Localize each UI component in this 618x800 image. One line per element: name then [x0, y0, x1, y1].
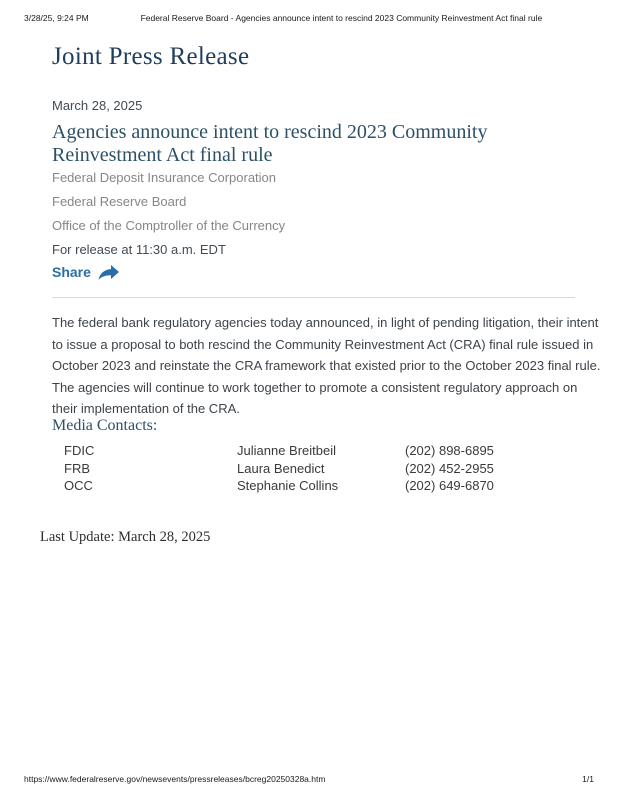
body-line: The federal bank regulatory agencies today announced, in light of pending litigation, their intent — [52, 315, 599, 330]
contact-org: OCC — [64, 478, 93, 494]
contact-row — [64, 478, 544, 496]
print-datetime: 3/28/25, 9:24 PM — [24, 13, 89, 23]
share-link[interactable] — [52, 264, 119, 280]
contact-row — [64, 443, 544, 461]
contact-row — [64, 461, 544, 479]
body-line: their implementation of the CRA. — [52, 401, 240, 417]
release-date: March 28, 2025 — [52, 98, 143, 113]
body-paragraph — [52, 312, 601, 420]
share-label: Share — [52, 264, 91, 280]
release-time: For release at 11:30 a.m. EDT — [52, 242, 226, 257]
contact-org: FDIC — [64, 443, 95, 458]
contact-phone: (202) 898-6895 — [405, 443, 494, 458]
footer-url: https://www.federalreserve.gov/newsevents/pressreleases/bcreg20250328a.htm — [24, 774, 326, 784]
agency-item: Federal Reserve Board — [52, 194, 187, 209]
contact-org: FRB — [64, 460, 90, 476]
print-header — [24, 13, 594, 23]
headline-line: Agencies announce intent to rescind 2023 Community — [52, 121, 488, 143]
contact-phone: (202) 452-2955 — [405, 460, 494, 476]
body-line: The agencies will continue to work together to promote a consistent regulatory approach on — [52, 379, 578, 395]
headline — [52, 121, 487, 167]
agency-item: Office of the Comptroller of the Currency — [52, 218, 286, 233]
contact-name: Laura Benedict — [237, 460, 325, 476]
share-arrow-icon — [98, 265, 119, 280]
media-contacts-heading: Media Contacts: — [52, 417, 158, 434]
body-line: to issue a proposal to both rescind the Community Reinvestment Act (CRA) final rule issued in — [52, 336, 594, 352]
contact-name: Stephanie Collins — [237, 478, 339, 494]
contact-phone: (202) 649-6870 — [405, 478, 494, 494]
media-contacts-table — [64, 443, 544, 496]
body-line: October 2023 and reinstate the CRA framework that existed prior to the October 2023 final rule. — [52, 358, 601, 374]
print-doc-title: Federal Reserve Board - Agencies announce intent to rescind 2023 Community Reinvestment Act final rule — [140, 13, 543, 23]
last-update: Last Update: March 28, 2025 — [40, 529, 211, 545]
headline-line: Reinvestment Act final rule — [52, 144, 273, 166]
contact-name: Julianne Breitbeil — [237, 443, 337, 458]
footer-page-indicator: 1/1 — [582, 774, 594, 784]
agency-list — [52, 170, 285, 242]
site-heading: Joint Press Release — [52, 43, 250, 70]
print-footer — [24, 774, 594, 784]
agency-item: Federal Deposit Insurance Corporation — [52, 170, 277, 185]
section-divider — [52, 297, 575, 298]
